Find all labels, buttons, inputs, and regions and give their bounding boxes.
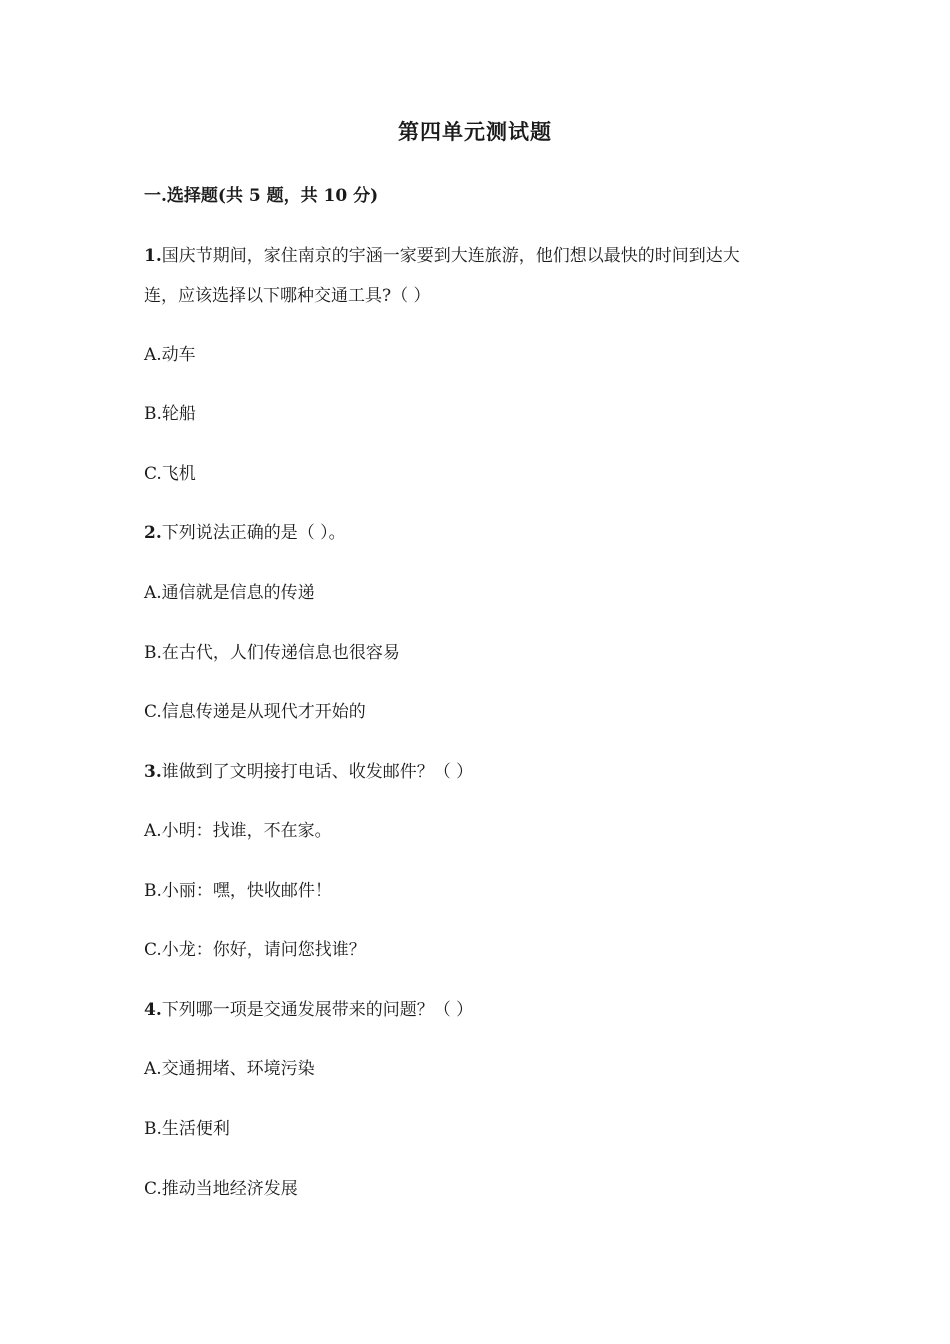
question-1-line-2: 连，应该选择以下哪种交通工具?（ ） [144,286,431,306]
question-number: 2. [144,523,162,543]
page-title: 第四单元测试题 [398,119,552,144]
option-a: A.通信就是信息的传递 [144,583,315,603]
question-4 [144,995,473,1020]
question-text: 国庆节期间，家住南京的宇涵一家要到大连旅游，他们想以最快的时间到达大 [161,246,740,266]
option-b: B.生活便利 [144,1119,230,1139]
option-b: B.轮船 [144,404,196,424]
option-a: A.动车 [144,345,196,365]
option-a: A.交通拥堵、环境污染 [144,1059,315,1079]
option-c: C.推动当地经济发展 [144,1179,298,1199]
option-a: A.小明：找谁，不在家。 [144,821,332,841]
option-c: C.飞机 [144,464,196,484]
option-b: B.在古代，人们传递信息也很容易 [144,643,400,663]
section-heading: 一.选择题(共 5 题，共 10 分) [144,186,379,206]
question-1-line-1 [144,241,740,266]
option-c: C.信息传递是从现代才开始的 [144,702,366,722]
question-text: 下列哪一项是交通发展带来的问题？（ ） [161,1000,474,1020]
question-3 [144,757,473,782]
question-2 [144,518,346,543]
question-number: 1. [144,246,162,266]
option-c: C.小龙：你好，请问您找谁？ [144,940,366,960]
question-text: 下列说法正确的是（ ）。 [161,523,346,543]
question-number: 3. [144,762,162,782]
question-text: 谁做到了文明接打电话、收发邮件？（ ） [161,762,474,782]
question-number: 4. [144,1000,162,1020]
option-b: B.小丽：嘿，快收邮件！ [144,881,332,901]
